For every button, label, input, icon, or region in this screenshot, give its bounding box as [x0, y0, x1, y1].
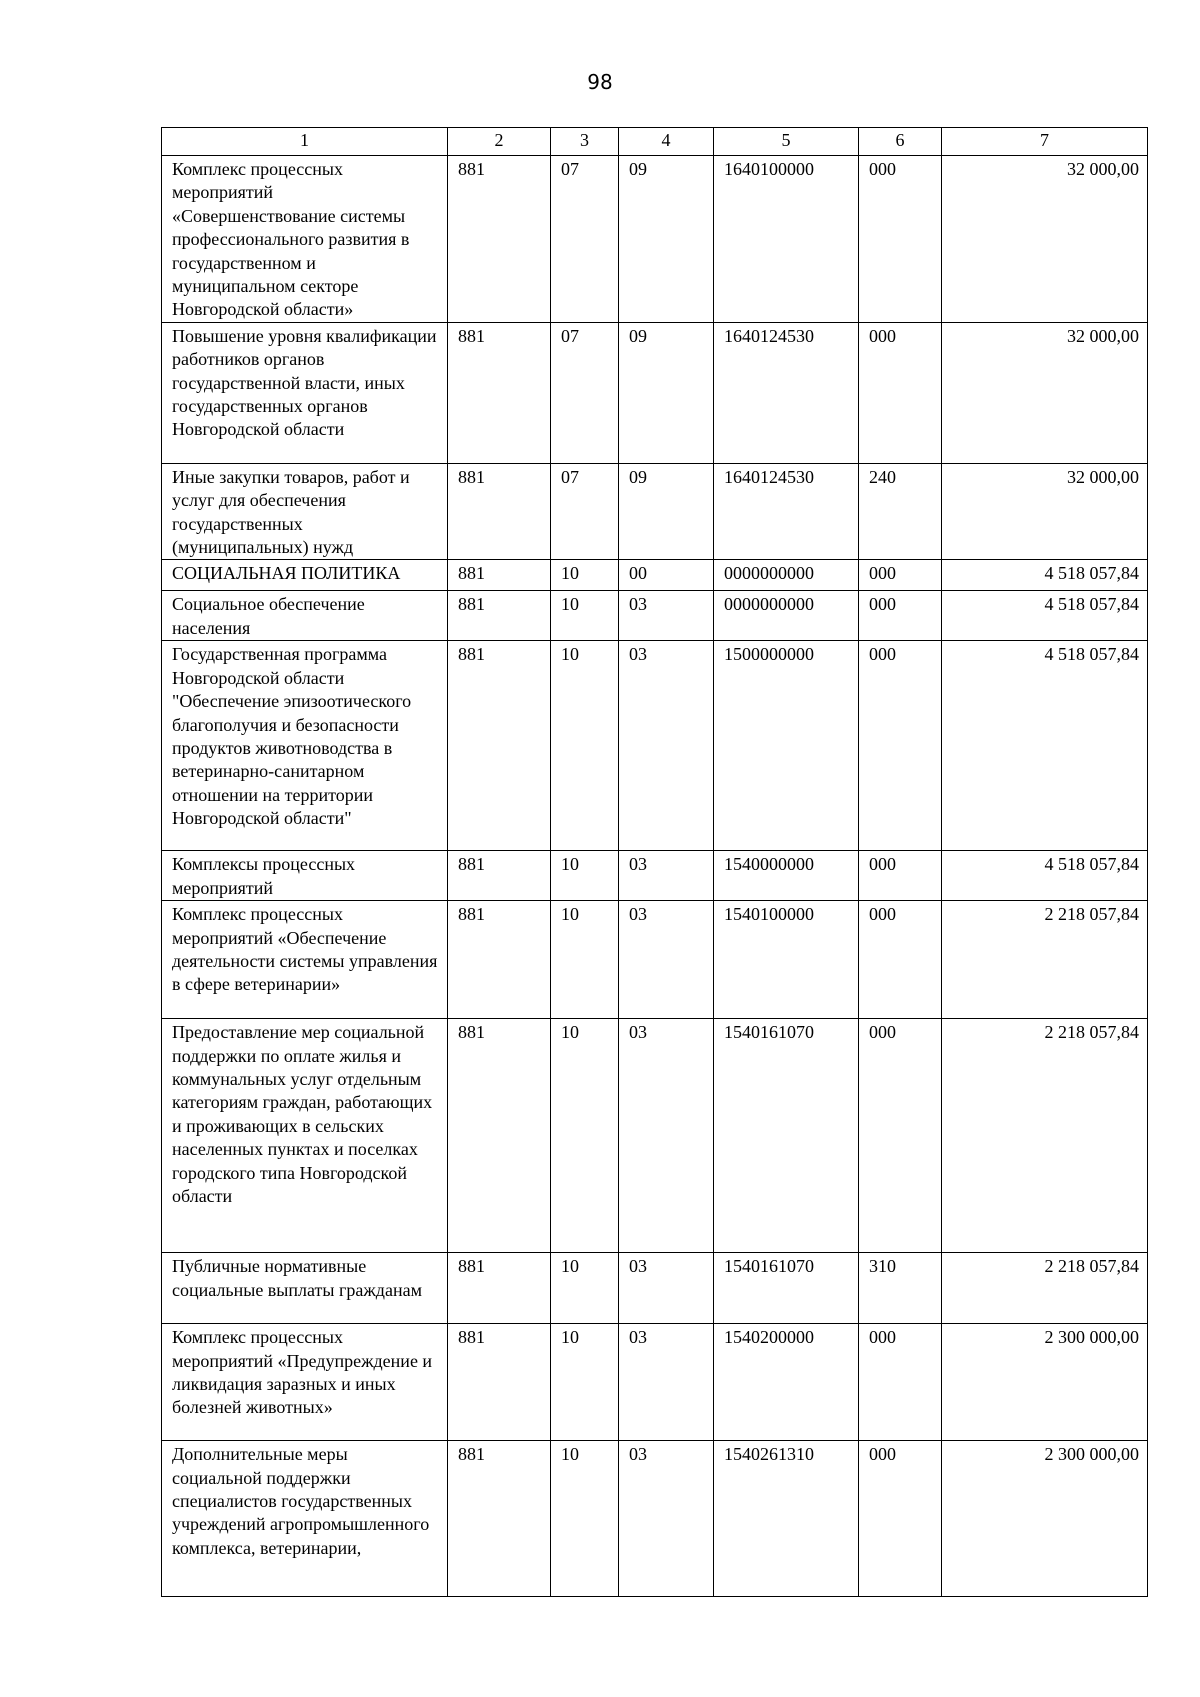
- cell-name: Дополнительные меры социальной поддержки специалистов государственных учреждений агропромышленного комплекса, ветеринарии,: [162, 1441, 448, 1597]
- cell-target-article: 0000000000: [714, 591, 859, 641]
- cell-admin-code: 881: [448, 851, 551, 901]
- budget-table: [161, 127, 1148, 1597]
- cell-name: Комплекс процессных мероприятий «Совершенствование системы профессионального развития в государственном и муниципальном секторе Новгородской области»: [162, 156, 448, 323]
- cell-target-article: 1500000000: [714, 641, 859, 851]
- cell-expense-type: 000: [859, 641, 942, 851]
- cell-name: Комплекс процессных мероприятий «Обеспечение деятельности системы управления в сфере ветеринарии»: [162, 901, 448, 1019]
- table-row: [162, 1324, 1148, 1441]
- cell-expense-type: 000: [859, 901, 942, 1019]
- cell-subsection: 03: [619, 851, 714, 901]
- cell-amount: 4 518 057,84: [942, 560, 1148, 591]
- cell-name: СОЦИАЛЬНАЯ ПОЛИТИКА: [162, 560, 448, 591]
- table-row: [162, 1019, 1148, 1253]
- cell-name: Государственная программа Новгородской области "Обеспечение эпизоотического благополучия и безопасности продуктов животноводства в ветеринарно-санитарном отношении на территории Новгородской области": [162, 641, 448, 851]
- cell-subsection: 03: [619, 1441, 714, 1597]
- cell-amount: 32 000,00: [942, 322, 1148, 463]
- table-row: [162, 156, 1148, 323]
- table-row: [162, 560, 1148, 591]
- cell-amount: 2 300 000,00: [942, 1324, 1148, 1441]
- cell-subsection: 03: [619, 1324, 714, 1441]
- cell-expense-type: 000: [859, 322, 942, 463]
- cell-section: 10: [551, 1019, 619, 1253]
- cell-expense-type: 000: [859, 1441, 942, 1597]
- cell-amount: 4 518 057,84: [942, 591, 1148, 641]
- cell-target-article: 1640124530: [714, 463, 859, 560]
- cell-expense-type: 000: [859, 1019, 942, 1253]
- cell-admin-code: 881: [448, 1019, 551, 1253]
- cell-name: Комплексы процессных мероприятий: [162, 851, 448, 901]
- cell-target-article: 1540161070: [714, 1253, 859, 1324]
- cell-admin-code: 881: [448, 1441, 551, 1597]
- cell-subsection: 03: [619, 901, 714, 1019]
- cell-admin-code: 881: [448, 901, 551, 1019]
- table-row: [162, 463, 1148, 560]
- cell-name: Повышение уровня квалификации работников органов государственной власти, иных государственных органов Новгородской области: [162, 322, 448, 463]
- cell-admin-code: 881: [448, 641, 551, 851]
- table-header-row: [162, 128, 1148, 156]
- cell-target-article: 1540100000: [714, 901, 859, 1019]
- header-col-6: 6: [859, 128, 942, 156]
- cell-section: 10: [551, 560, 619, 591]
- table-row: [162, 641, 1148, 851]
- cell-section: 07: [551, 322, 619, 463]
- table-row: [162, 1253, 1148, 1324]
- cell-amount: 4 518 057,84: [942, 641, 1148, 851]
- cell-subsection: 09: [619, 463, 714, 560]
- cell-target-article: 1540161070: [714, 1019, 859, 1253]
- cell-amount: 32 000,00: [942, 463, 1148, 560]
- cell-section: 10: [551, 901, 619, 1019]
- cell-subsection: 03: [619, 591, 714, 641]
- cell-section: 10: [551, 591, 619, 641]
- cell-amount: 4 518 057,84: [942, 851, 1148, 901]
- cell-admin-code: 881: [448, 463, 551, 560]
- cell-subsection: 00: [619, 560, 714, 591]
- cell-target-article: 1540261310: [714, 1441, 859, 1597]
- cell-subsection: 09: [619, 156, 714, 323]
- cell-target-article: 1540000000: [714, 851, 859, 901]
- cell-amount: 32 000,00: [942, 156, 1148, 323]
- cell-target-article: 0000000000: [714, 560, 859, 591]
- header-col-5: 5: [714, 128, 859, 156]
- cell-admin-code: 881: [448, 156, 551, 323]
- cell-section: 07: [551, 463, 619, 560]
- cell-expense-type: 000: [859, 851, 942, 901]
- cell-section: 10: [551, 641, 619, 851]
- header-col-7: 7: [942, 128, 1148, 156]
- table-row: [162, 901, 1148, 1019]
- cell-expense-type: 240: [859, 463, 942, 560]
- cell-section: 07: [551, 156, 619, 323]
- cell-amount: 2 218 057,84: [942, 901, 1148, 1019]
- cell-expense-type: 000: [859, 591, 942, 641]
- table-row: [162, 851, 1148, 901]
- table-row: [162, 591, 1148, 641]
- header-col-1: 1: [162, 128, 448, 156]
- table-row: [162, 1441, 1148, 1597]
- cell-name: Публичные нормативные социальные выплаты гражданам: [162, 1253, 448, 1324]
- cell-target-article: 1640124530: [714, 322, 859, 463]
- header-col-4: 4: [619, 128, 714, 156]
- cell-admin-code: 881: [448, 591, 551, 641]
- cell-amount: 2 218 057,84: [942, 1019, 1148, 1253]
- cell-target-article: 1540200000: [714, 1324, 859, 1441]
- cell-expense-type: 000: [859, 1324, 942, 1441]
- cell-subsection: 03: [619, 641, 714, 851]
- cell-amount: 2 300 000,00: [942, 1441, 1148, 1597]
- cell-section: 10: [551, 1253, 619, 1324]
- cell-subsection: 03: [619, 1019, 714, 1253]
- table-row: [162, 322, 1148, 463]
- cell-name: Иные закупки товаров, работ и услуг для обеспечения государственных (муниципальных) нужд: [162, 463, 448, 560]
- cell-section: 10: [551, 1324, 619, 1441]
- cell-admin-code: 881: [448, 560, 551, 591]
- header-col-3: 3: [551, 128, 619, 156]
- cell-target-article: 1640100000: [714, 156, 859, 323]
- cell-amount: 2 218 057,84: [942, 1253, 1148, 1324]
- cell-name: Предоставление мер социальной поддержки по оплате жилья и коммунальных услуг отдельным категориям граждан, работающих и проживающих в сельских населенных пунктах и поселках городского типа Новгородской области: [162, 1019, 448, 1253]
- cell-name: Социальное обеспечение населения: [162, 591, 448, 641]
- cell-admin-code: 881: [448, 322, 551, 463]
- cell-section: 10: [551, 851, 619, 901]
- cell-expense-type: 000: [859, 156, 942, 323]
- cell-admin-code: 881: [448, 1324, 551, 1441]
- cell-expense-type: 310: [859, 1253, 942, 1324]
- cell-admin-code: 881: [448, 1253, 551, 1324]
- cell-expense-type: 000: [859, 560, 942, 591]
- cell-subsection: 09: [619, 322, 714, 463]
- table-body: [162, 156, 1148, 1597]
- page-number: 98: [587, 70, 613, 94]
- header-col-2: 2: [448, 128, 551, 156]
- cell-section: 10: [551, 1441, 619, 1597]
- cell-name: Комплекс процессных мероприятий «Предупреждение и ликвидация заразных и иных болезней животных»: [162, 1324, 448, 1441]
- cell-subsection: 03: [619, 1253, 714, 1324]
